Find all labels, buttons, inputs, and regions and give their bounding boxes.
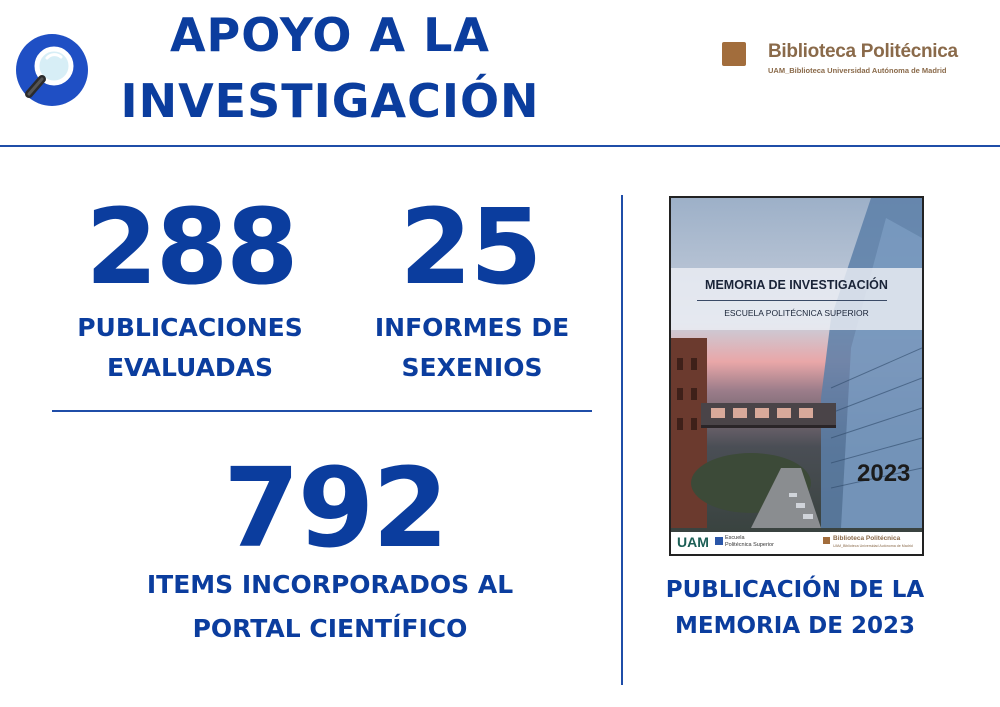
publicaciones-caption-line1: PUBLICACIONES <box>77 313 303 342</box>
logo-square-icon <box>722 42 746 66</box>
logo-name: Biblioteca Politécnica <box>768 41 958 62</box>
publicaciones-count: 288 <box>85 186 297 308</box>
cover-divider <box>697 300 887 301</box>
informes-caption-line1: INFORMES DE <box>374 313 570 342</box>
vertical-divider <box>621 195 623 685</box>
memoria-caption <box>640 572 950 644</box>
memoria-caption-line2: MEMORIA DE 2023 <box>675 613 915 639</box>
memoria-cover-image <box>669 196 924 556</box>
cover-uam-logo: UAM <box>677 534 709 550</box>
cover-bib-subtitle: UAM_Biblioteca Universidad Autónoma de Madrid <box>833 544 913 548</box>
informes-count: 25 <box>399 186 541 308</box>
stats-divider <box>52 410 592 412</box>
cover-eps-line2: Politécnica Superior <box>725 542 774 548</box>
cover-subtitle: ESCUELA POLITÉCNICA SUPERIOR <box>724 308 869 318</box>
items-caption-line1: ITEMS INCORPORADOS AL <box>146 570 514 599</box>
cover-eps-line1: Escuela <box>725 535 745 541</box>
page-title-line2: INVESTIGACIÓN <box>120 74 540 128</box>
cover-eps-icon <box>715 537 723 545</box>
cover-bib-square-icon <box>823 537 830 544</box>
cover-eps-label <box>725 535 774 549</box>
items-caption-line2: PORTAL CIENTÍFICO <box>192 614 468 643</box>
cover-bib-name: Biblioteca Politécnica <box>833 535 901 542</box>
informes-caption-line2: SEXENIOS <box>401 353 543 382</box>
cover-footer <box>671 532 922 554</box>
items-count: 792 <box>223 444 447 572</box>
logo-subtitle: UAM_Biblioteca Universidad Autónoma de Madrid <box>768 66 947 75</box>
biblioteca-logo <box>722 42 972 78</box>
cover-title: MEMORIA DE INVESTIGACIÓN <box>705 278 888 292</box>
page-title-line1: APOYO A LA <box>169 8 491 62</box>
cover-year: 2023 <box>857 460 911 487</box>
publicaciones-caption-line2: EVALUADAS <box>106 353 274 382</box>
items-caption <box>90 563 570 651</box>
informes-caption <box>348 308 596 388</box>
publicaciones-caption <box>40 308 340 388</box>
memoria-caption-line1: PUBLICACIÓN DE LA <box>665 577 925 603</box>
header-divider <box>0 145 1000 147</box>
